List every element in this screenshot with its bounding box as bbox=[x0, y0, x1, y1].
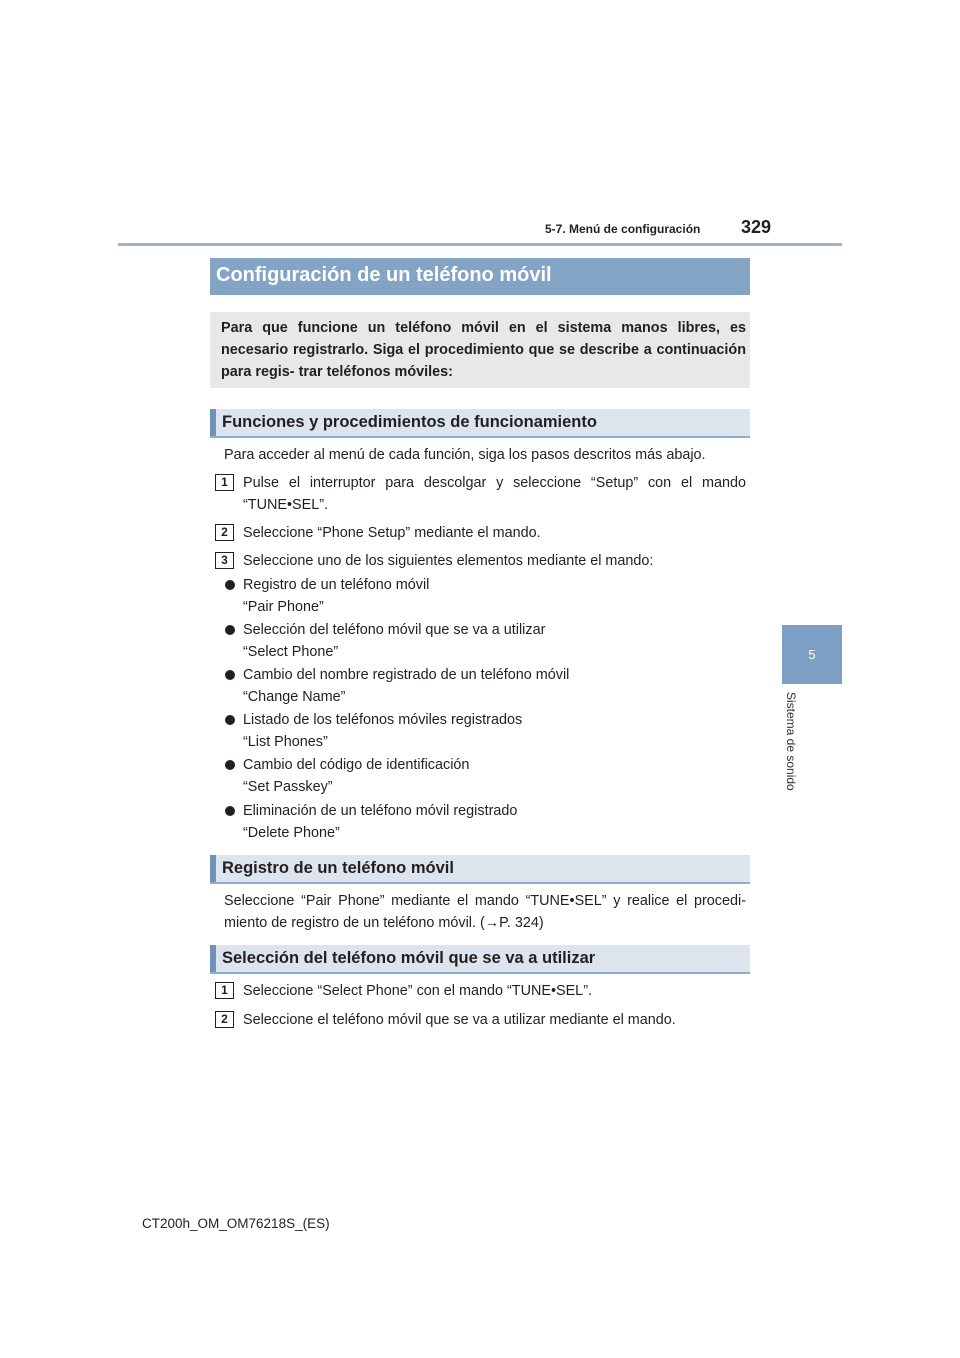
chapter-label: Sistema de sonido bbox=[784, 692, 798, 791]
bullet-icon bbox=[225, 580, 235, 590]
chapter-tab bbox=[782, 625, 842, 684]
page-number: 329 bbox=[741, 217, 772, 237]
bullet-item-title: Cambio del código de identificación bbox=[243, 757, 470, 773]
bullet-item-menu-name: “Select Phone” bbox=[243, 644, 339, 660]
bullet-item-menu-name: “Change Name” bbox=[243, 689, 346, 705]
step-number: 2 bbox=[215, 1011, 234, 1028]
bullet-item-title: Cambio del nombre registrado de un teléfono móvil bbox=[243, 667, 570, 683]
document-code: CT200h_OM_OM76218S_(ES) bbox=[142, 1216, 330, 1231]
bullet-item-title: Selección del teléfono móvil que se va a utilizar bbox=[243, 622, 546, 638]
chapter-label-container bbox=[778, 692, 808, 802]
step-number: 2 bbox=[215, 524, 234, 541]
page-title-bar bbox=[210, 258, 750, 295]
bullet-item-menu-name: “Delete Phone” bbox=[243, 825, 340, 841]
section-heading-text: Funciones y procedimientos de funcionamiento bbox=[222, 413, 597, 431]
step-text: Seleccione uno de los siguientes elementos mediante el mando: bbox=[243, 553, 654, 569]
step-number: 1 bbox=[215, 474, 234, 491]
intro-box bbox=[210, 312, 750, 388]
bullet-item-menu-name: “List Phones” bbox=[243, 734, 328, 750]
section-heading-text: Selección del teléfono móvil que se va a utilizar bbox=[222, 949, 596, 967]
section-heading-select bbox=[210, 945, 750, 974]
bullet-icon bbox=[225, 625, 235, 635]
header-rule bbox=[118, 243, 842, 246]
bullet-item-menu-name: “Pair Phone” bbox=[243, 599, 324, 615]
chapter-number: 5 bbox=[808, 647, 816, 662]
section-intro-text: Para acceder al menú de cada función, siga los pasos descritos más abajo. bbox=[224, 447, 706, 463]
bullet-item-title: Eliminación de un teléfono móvil registrado bbox=[243, 803, 518, 819]
bullet-icon bbox=[225, 715, 235, 725]
register-instructions: Seleccione “Pair Phone” mediante el mando “TUNE•SEL” y realice el procedi- miento de registro de un teléfono móvil. (→P. 324) bbox=[224, 893, 746, 931]
step-number: 3 bbox=[215, 552, 234, 569]
bullet-icon bbox=[225, 670, 235, 680]
intro-text: Para que funcione un teléfono móvil en el sistema manos libres, es necesario registrarlo. Siga el procedimiento que se describe a continuación para regis- trar teléfonos móviles: bbox=[221, 320, 746, 380]
bullet-icon bbox=[225, 806, 235, 816]
bullet-item-menu-name: “Set Passkey” bbox=[243, 779, 333, 795]
bullet-item-title: Registro de un teléfono móvil bbox=[243, 577, 430, 593]
step-number: 1 bbox=[215, 982, 234, 999]
section-heading-register bbox=[210, 855, 750, 884]
step-text: Seleccione “Select Phone” con el mando “TUNE•SEL”. bbox=[243, 983, 592, 999]
bullet-icon bbox=[225, 760, 235, 770]
step-text: Seleccione “Phone Setup” mediante el mando. bbox=[243, 525, 541, 541]
step-text: Seleccione el teléfono móvil que se va a utilizar mediante el mando. bbox=[243, 1012, 676, 1028]
step-text: Pulse el interruptor para descolgar y seleccione “Setup” con el mando “TUNE•SEL”. bbox=[243, 475, 746, 513]
page-title: Configuración de un teléfono móvil bbox=[216, 264, 552, 286]
bullet-item-title: Listado de los teléfonos móviles registrados bbox=[243, 712, 523, 728]
running-header-section: 5-7. Menú de configuración bbox=[545, 222, 701, 236]
section-heading-text: Registro de un teléfono móvil bbox=[222, 859, 454, 877]
section-heading-functions bbox=[210, 409, 750, 438]
